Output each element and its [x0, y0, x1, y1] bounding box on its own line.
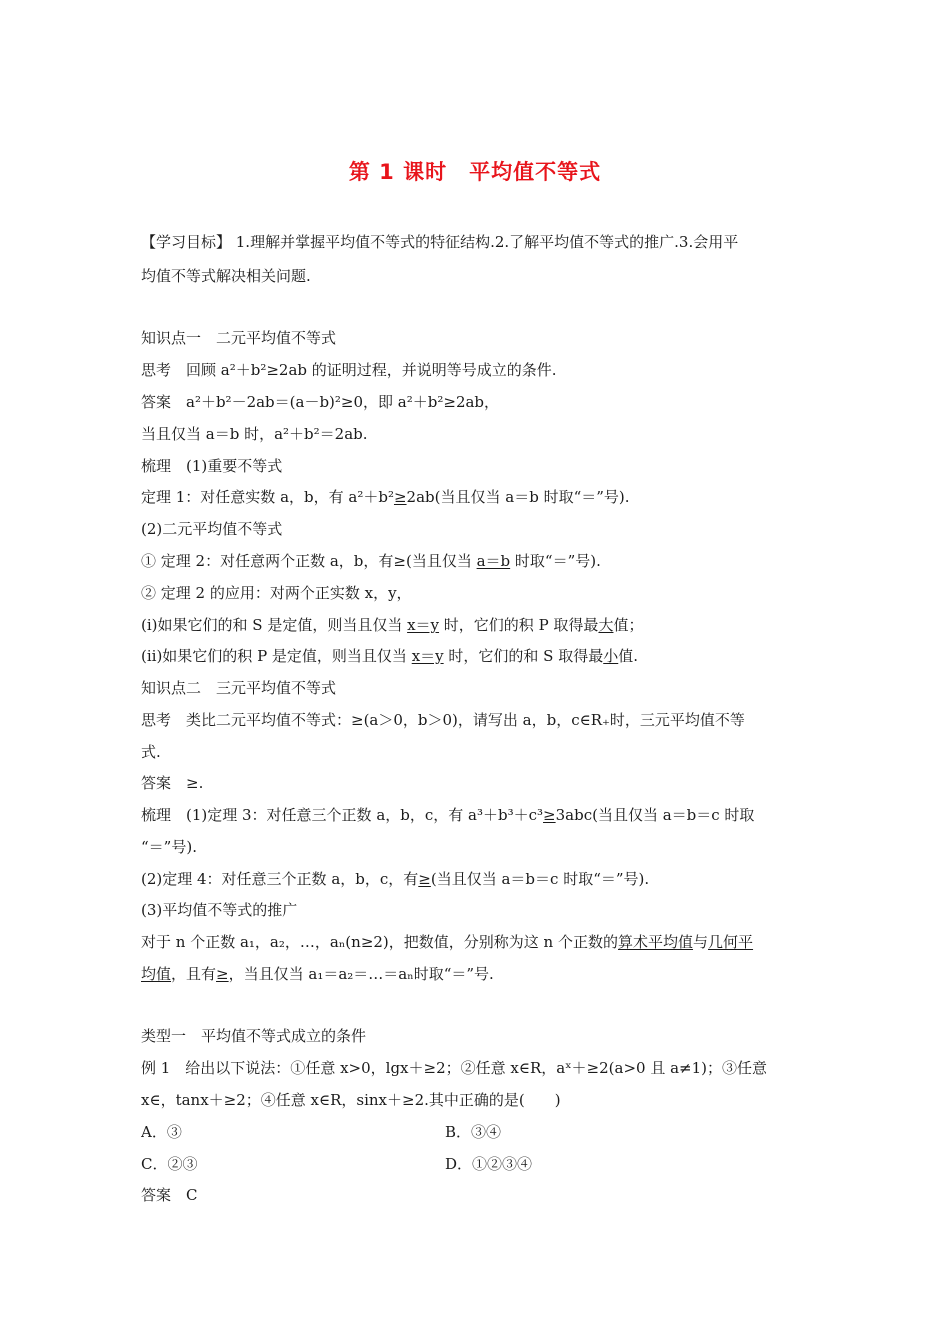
k2-theorem-3-cont: “＝”号). [141, 838, 197, 856]
case-ii-text-end: 值. [618, 647, 639, 665]
case-ii-blank-2: 小 [603, 647, 619, 665]
k1-theorem-1 [141, 487, 811, 507]
k1-application: ② 定理 2 的应用：对两个正实数 x，y， [141, 584, 412, 602]
theorem-1-text-end: 2ab(当且仅当 a＝b 时取“＝”号). [406, 488, 630, 506]
k1-case-ii [141, 646, 811, 666]
example-1-answer: 答案 C [141, 1186, 198, 1204]
k2-generalization: (3)平均值不等式的推广 [141, 901, 298, 919]
generalization-and: 与 [693, 933, 709, 951]
example-1-line-2: x∈，tanx＋≥2；④任意 x∈R，sinx＋≥2.其中正确的是( ) [141, 1091, 561, 1109]
section-heading-type1: 类型一 平均值不等式成立的条件 [141, 1027, 367, 1045]
k1-case-i [141, 615, 811, 635]
option-a: A．③ [141, 1123, 182, 1141]
section-heading-k2: 知识点二 三元平均值不等式 [141, 679, 337, 697]
generalization-text: 对于 n 个正数 a₁，a₂，…，aₙ(n≥2)，把数值，分别称为这 n 个正数的 [141, 933, 618, 951]
generalization-text-2: ，且有 [171, 965, 217, 983]
k2-theorem-3 [141, 805, 811, 825]
k1-answer: 答案 a²＋b²－2ab＝(a－b)²≥0，即 a²＋b²≥2ab， [141, 393, 500, 411]
options-row-2 [141, 1154, 811, 1174]
k1-theorem-2 [141, 551, 811, 571]
case-i-text: (ⅰ)如果它们的和 S 是定值，则当且仅当 [141, 616, 408, 634]
k2-generalization-2 [141, 964, 811, 984]
theorem-1-text: 定理 1：对任意实数 a，b，有 a²＋b² [141, 488, 394, 506]
k2-answer: 答案 ≥. [141, 774, 204, 792]
theorem-3-text-end: 3abc(当且仅当 a＝b＝c 时取 [555, 806, 755, 824]
option-b: B．③④ [445, 1123, 502, 1141]
case-ii-text: (ⅱ)如果它们的积 P 是定值，则当且仅当 [141, 647, 412, 665]
example-1-line-1: 例 1 给出以下说法：①任意 x>0，lgx＋≥2；②任意 x∈R，aˣ＋≥2(a>0 且 a≠1)；③任意 [141, 1059, 768, 1077]
case-ii-blank: x＝y [411, 647, 444, 665]
theorem-1-blank: ≥ [393, 488, 407, 506]
geometric-mean-blank: 几何平 [708, 933, 754, 951]
k1-answer-2: 当且仅当 a＝b 时，a²＋b²＝2ab. [141, 425, 368, 443]
k1-part-2: (2)二元平均值不等式 [141, 520, 283, 538]
generalization-blank: ≥ [216, 965, 229, 983]
case-i-text-end: 值； [613, 616, 644, 634]
generalization-text-end: ，当且仅当 a₁＝a₂＝…＝aₙ时取“＝”号. [228, 965, 494, 983]
theorem-3-text: 梳理 (1)定理 3：对任意三个正数 a，b，c，有 a³＋b³＋c³ [141, 806, 544, 824]
k1-sort: 梳理 (1)重要不等式 [141, 457, 283, 475]
k2-generalization-1 [141, 932, 811, 952]
k2-theorem-4 [141, 869, 811, 889]
option-d: D．①②③④ [445, 1155, 533, 1173]
theorem-4-blank: ≥ [418, 870, 431, 888]
section-heading-k1: 知识点一 二元平均值不等式 [141, 329, 337, 347]
k1-think: 思考 回顾 a²＋b²≥2ab 的证明过程，并说明等号成立的条件. [141, 361, 557, 379]
case-i-blank-2: 大 [598, 616, 614, 634]
page-title: 第 1 课时 平均值不等式 [348, 160, 602, 184]
objectives-line-2: 均值不等式解决相关问题. [141, 267, 311, 285]
objectives-line-1: 【学习目标】 1.理解并掌握平均值不等式的特征结构.2.了解平均值不等式的推广.3.会用平 [141, 233, 739, 251]
case-ii-text-mid: 时，它们的和 S 取得最 [443, 647, 604, 665]
k2-think-1: 思考 类比二元平均值不等式：≥(a＞0，b＞0)，请写出 a，b，c∈R₊时，三元平均值不等 [141, 711, 745, 729]
k2-think-2: 式. [141, 743, 161, 761]
theorem-4-text: (2)定理 4：对任意三个正数 a，b，c，有 [141, 870, 419, 888]
theorem-2-blank: a＝b [476, 552, 511, 570]
theorem-3-blank: ≥ [543, 806, 556, 824]
geometric-mean-blank-cont: 均值 [141, 965, 172, 983]
theorem-2-text: ① 定理 2：对任意两个正数 a，b，有≥(当且仅当 [141, 552, 477, 570]
case-i-text-mid: 时，它们的积 P 取得最 [439, 616, 599, 634]
arithmetic-mean-blank: 算术平均值 [618, 933, 694, 951]
case-i-blank: x＝y [407, 616, 440, 634]
theorem-2-text-end: 时取“＝”号). [510, 552, 601, 570]
options-row-1 [141, 1122, 811, 1142]
option-c: C．②③ [141, 1155, 198, 1173]
theorem-4-text-end: (当且仅当 a＝b＝c 时取“＝”号). [430, 870, 650, 888]
